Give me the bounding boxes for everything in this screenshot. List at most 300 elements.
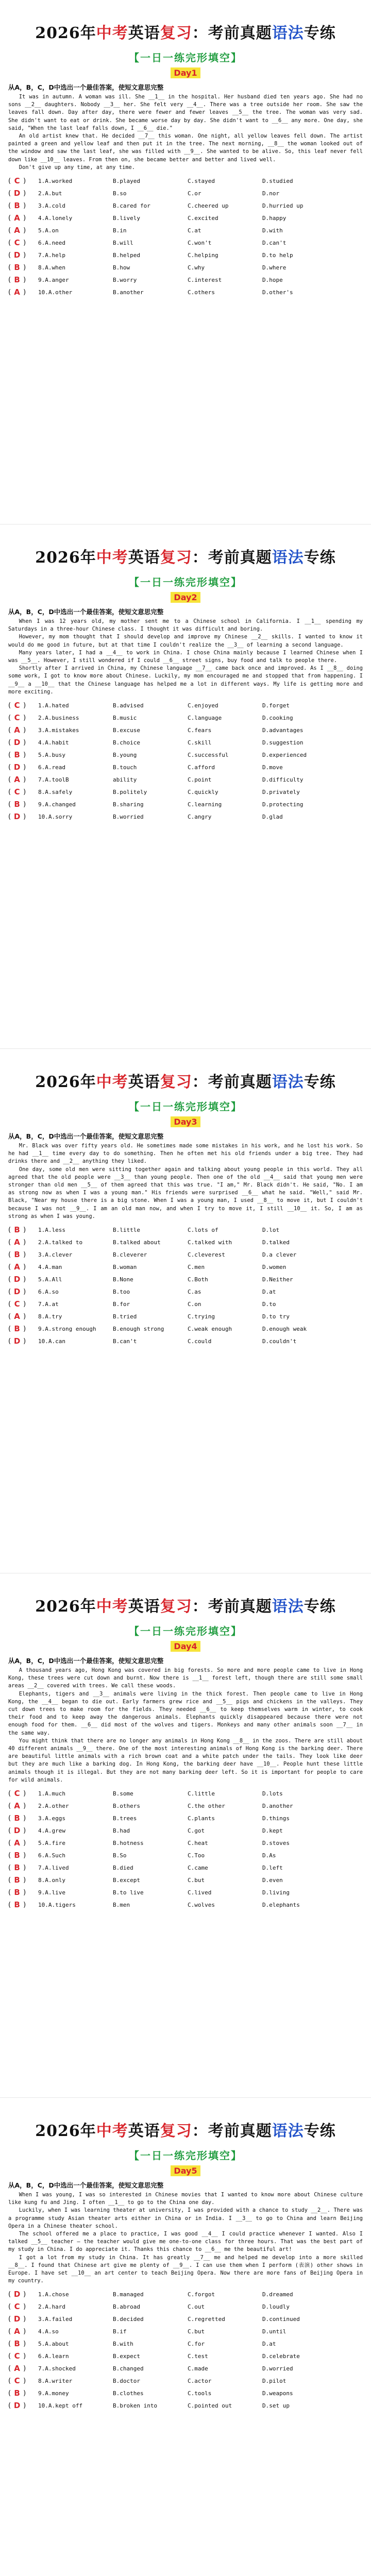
passage-paragraph: However, my mom thought that I should develop and improve my Chinese __2__ skills. I wanted to know it would do me good in future, but at that time I couldn't realize the __3__ of learning a second language.	[8, 634, 363, 648]
page-title	[8, 1597, 363, 1617]
instruction: 从A，B，C，D中选出一个最佳答案，使短文意思完整	[8, 1657, 164, 1665]
page-title	[8, 2122, 363, 2141]
passage-paragraph: Luckily, when I was learning theater at university, I was provided with a chance to study __2__. There was a programme study Asian theater arts either in China or in India. I __3__ to go to China and learn Beijing Opera in a Chinese theater school.	[8, 2207, 363, 2229]
answer-bracket: ( D )	[8, 1275, 26, 1284]
option-b: B.trees	[113, 1815, 137, 1822]
banner-text: 【一日一练完形填空】	[129, 576, 242, 588]
option-c: C.plants	[188, 1815, 215, 1822]
question-number: 8.A.	[38, 788, 52, 795]
option-a-text: busy	[52, 751, 65, 758]
option-a	[38, 1803, 113, 1809]
option-a	[38, 1289, 113, 1295]
answer-bracket: ( D )	[8, 2401, 26, 2411]
title-part: 2026年	[35, 2122, 96, 2140]
option-b: B.little	[113, 1226, 140, 1233]
option-c: C.lived	[188, 1889, 212, 1896]
answer-letter: D	[13, 189, 21, 198]
answer-letter: A	[14, 1262, 20, 1272]
question-number: 7.A.lived	[38, 1864, 69, 1871]
option-d: D.nor	[262, 190, 280, 197]
question-number: 2.A.	[38, 1239, 52, 1246]
option-c: C.at	[188, 227, 201, 234]
answer-bracket: ( B )	[8, 1900, 26, 1910]
answer-bracket: ( C )	[8, 1789, 26, 1799]
banner-text: 【一日一练完形填空】	[129, 1625, 242, 1637]
answer-bracket: ( C )	[8, 2376, 26, 2386]
answer-letter: D	[13, 812, 21, 822]
options-list	[8, 699, 363, 823]
option-c: C.but	[188, 1876, 205, 1884]
answer-bracket: ( D )	[8, 1826, 26, 1836]
options-list	[8, 175, 363, 298]
option-row	[8, 1787, 363, 1800]
option-d: D.privately	[262, 788, 300, 795]
option-c: C.heat	[188, 1839, 208, 1846]
option-row	[8, 761, 363, 773]
option-row	[8, 1323, 363, 1335]
passage-paragraph: When I was young, I was so interested in Chinese movies that I wanted to know more about Chinese culture like kung fu and Jing. I often __1__ to go to the China one day.	[8, 2192, 363, 2206]
option-c: C.pointed out	[188, 2402, 232, 2409]
question-number: 3.A.eggs	[38, 1815, 65, 1822]
question-number: 2.A.other	[38, 1802, 69, 1809]
question-number: 9.A.	[38, 276, 52, 283]
answer-letter: B	[14, 1888, 20, 1897]
section-banner	[8, 2147, 363, 2162]
option-d: D.women	[262, 1263, 286, 1270]
title-part: 中考	[96, 1073, 128, 1091]
answer-letter: A	[14, 725, 20, 735]
day-section	[0, 2098, 371, 2576]
option-a	[38, 1877, 113, 1884]
answer-bracket: ( C )	[8, 701, 26, 710]
option-row	[8, 1298, 363, 1310]
answer-letter: D	[13, 2314, 21, 2324]
passage-paragraph: It was in autumn. A woman was ill. She __1__ in the hospital. Her husband died ten years ago. She had no sons __2__ daughters. Nobody __3__ her. She felt very __4__. There was a tree outside her room. She saw the leaves fall down. Day after day, there were fewer and fewer leaves __5__ the tree. The woman was very sad. She didn't want to eat or drink. She became worse day by day. She didn't want to __6__ any more. One day, she said, "When the last leaf falls down, I __6__ die."	[8, 94, 363, 131]
title-part: 中考	[96, 2122, 128, 2140]
answer-letter: B	[14, 1324, 20, 1334]
option-row	[8, 2313, 363, 2325]
option-c: C.talked with	[188, 1239, 232, 1246]
option-b: B.to live	[113, 1889, 144, 1896]
option-a-text: on	[52, 227, 59, 234]
option-a-text: try	[52, 1313, 62, 1320]
answer-bracket: ( A )	[8, 287, 26, 297]
option-row	[8, 274, 363, 286]
option-c: C.point	[188, 776, 212, 783]
answer-bracket: ( A )	[8, 226, 26, 235]
answer-bracket: ( A )	[8, 213, 26, 223]
option-row	[8, 810, 363, 823]
option-d: D.at	[262, 2340, 276, 2347]
answer-bracket: ( D )	[8, 2290, 26, 2299]
title-part: 语法	[272, 549, 304, 567]
answer-bracket: ( D )	[8, 189, 26, 198]
question-number: 10.A.tigers	[38, 1901, 76, 1908]
option-row	[8, 1874, 363, 1886]
question-number: 9.A.	[38, 1325, 52, 1332]
option-row	[8, 1886, 363, 1899]
day-label-text: Day1	[171, 67, 200, 78]
option-b: B.clothes	[113, 2389, 144, 2397]
answer-bracket: ( D )	[8, 1287, 26, 1297]
option-c: C.lots of	[188, 1226, 218, 1233]
option-b: B.too	[113, 1288, 130, 1295]
option-a	[38, 2378, 113, 2384]
option-b: B.hotness	[113, 1839, 144, 1846]
option-b: B.expect	[113, 2352, 140, 2360]
option-b: B.for	[113, 1300, 130, 1308]
option-c: C.fears	[188, 726, 212, 734]
option-d: D.hope	[262, 276, 283, 283]
option-a	[38, 202, 113, 209]
option-a	[38, 789, 113, 795]
title-part: 复习	[160, 24, 192, 42]
title-part: ：考前真题	[192, 2122, 272, 2140]
answer-letter: C	[14, 238, 20, 248]
option-d: D.protecting	[262, 801, 303, 808]
answer-letter: D	[13, 762, 21, 772]
option-d: D.to	[262, 1300, 276, 1308]
question-number: 2.A.	[38, 190, 52, 197]
option-b: B.managed	[113, 2291, 144, 2298]
option-b: B.woman	[113, 1263, 137, 1270]
option-d: D.weapons	[262, 2389, 293, 2397]
option-d: D.elephants	[262, 1901, 300, 1908]
title-part: 英语	[128, 549, 160, 567]
passage-paragraph: One day, some old men were sitting together again and talking about young people in this world. They all agreed that the old people were __3__ than young people. Then one of the old __4__ said that young men were stronger than old men __5__ of them agreed that this was true. "I am," Mr. Black didn't. He said, "No. I am as strong now as when I was a young man." His friends were surprised __6__ what he said. "Well," said Mr. Black, "Near my house there is a big stone. When I was a young man, I used __8__ to move it, but I couldn't because I was not __9__. I am an old man now, and when I try to move it, I still __10__ it. So, I am as strong as when I was young.	[8, 1166, 363, 1219]
banner-text: 【一日一练完形填空】	[129, 2149, 242, 2162]
option-row	[8, 1837, 363, 1849]
option-d: D.Neither	[262, 1276, 293, 1283]
option-b: ability	[113, 776, 137, 783]
title-part: 英语	[128, 24, 160, 42]
option-row	[8, 249, 363, 261]
option-a	[38, 240, 113, 246]
option-b: B.others	[113, 1802, 140, 1809]
answer-letter: B	[14, 800, 20, 809]
answer-letter: D	[13, 2290, 21, 2299]
option-row	[8, 1861, 363, 1874]
option-b: B.None	[113, 1276, 133, 1283]
option-a-text: clever	[52, 1251, 73, 1258]
option-c: C.cheered up	[188, 202, 229, 209]
day-label	[8, 2165, 363, 2176]
question-number: 8.A.	[38, 264, 52, 271]
option-b: B.cleverer	[113, 1251, 147, 1258]
question-number: 7.A.	[38, 1300, 52, 1308]
question-number: 8.A.writer	[38, 2377, 73, 2384]
option-d: D.glad	[262, 813, 283, 820]
option-a	[38, 1227, 113, 1233]
question-number: 1.A.	[38, 1790, 52, 1797]
answer-letter: B	[14, 263, 20, 273]
answer-letter: B	[14, 1814, 20, 1823]
option-d: D.lots	[262, 1790, 283, 1797]
answer-letter: D	[13, 1287, 21, 1297]
question-number: 6.A.Such	[38, 1852, 65, 1859]
option-row	[8, 2350, 363, 2362]
option-a-text: habit	[52, 739, 69, 746]
option-c: C.forgot	[188, 2291, 215, 2298]
option-a-text: can	[55, 1337, 65, 1345]
question-number: 10.A.	[38, 289, 56, 296]
answer-letter: B	[14, 1875, 20, 1885]
title-part: 专练	[303, 24, 336, 42]
answer-letter: C	[14, 1789, 20, 1799]
question-number: 2.A.	[38, 714, 52, 721]
answer-letter: A	[14, 2327, 20, 2336]
option-a	[38, 264, 113, 271]
option-row	[8, 1248, 363, 1261]
option-row	[8, 2362, 363, 2375]
option-a	[38, 752, 113, 758]
option-a-text: hated	[52, 702, 69, 709]
option-a	[38, 727, 113, 734]
passage-paragraph: I got a lot from my study in China. It has greatly __7__ me and helped me develop into a more skilled __8__. I found that Chinese art give me plenty of __9__. I can use them when I perform (表演) other shows in Europe. I have set __10__ an art center to teach Beijing Opera. Now there are more fans of Beijing Opera in my country.	[8, 2254, 363, 2284]
option-row	[8, 1812, 363, 1824]
option-b: B.except	[113, 1876, 140, 1884]
answer-bracket: ( D )	[8, 812, 26, 822]
title-part: 中考	[96, 24, 128, 42]
option-a-text: so	[52, 1288, 59, 1295]
option-a	[38, 1827, 113, 1834]
answer-bracket: ( D )	[8, 1336, 26, 1346]
option-row	[8, 1310, 363, 1323]
answer-bracket: ( C )	[8, 2351, 26, 2361]
answer-letter: A	[14, 775, 20, 785]
option-a	[38, 277, 113, 283]
option-a	[38, 1313, 113, 1320]
option-row	[8, 1261, 363, 1273]
option-row	[8, 699, 363, 711]
answer-bracket: ( A )	[8, 1312, 26, 1321]
page-title	[8, 548, 363, 568]
answer-letter: A	[14, 1238, 20, 1247]
option-a	[38, 1815, 113, 1822]
title-part: 复习	[160, 1073, 192, 1091]
option-b: B.touch	[113, 764, 137, 771]
passage-paragraph: Shortly after I arrived in China, my Chinese language __7__ came back once and improved. As I __8__ doing some work, I got to know more about Chinese. Luckily, my mom encouraged me and stopped that from happening. I __9__ a __10__ that the Chinese language has helped me a lot in different ways. My life is getting more and more exciting.	[8, 665, 363, 695]
question-number: 6.A.	[38, 239, 52, 246]
question-number: 4.A.grew	[38, 1827, 65, 1834]
option-a	[38, 1790, 113, 1797]
option-c: C.regretted	[188, 2315, 225, 2323]
option-a-text: less	[52, 1226, 65, 1233]
answer-letter: B	[14, 1863, 20, 1873]
instruction: 从A，B，C，D中选出一个最佳答案，使短文意思完整	[8, 1132, 164, 1140]
option-c: C.out	[188, 2303, 205, 2310]
option-a	[38, 1865, 113, 1871]
option-b: B.excuse	[113, 726, 140, 734]
option-row	[8, 187, 363, 199]
answer-bracket: ( D )	[8, 2314, 26, 2324]
answer-letter: D	[13, 2401, 21, 2411]
answer-bracket: ( A )	[8, 1838, 26, 1848]
option-a	[38, 252, 113, 259]
title-part: ：考前真题	[192, 549, 272, 567]
option-d: D.celebrate	[262, 2352, 300, 2360]
option-c: C.others	[188, 289, 215, 296]
option-a	[38, 215, 113, 222]
option-d: D.with	[262, 227, 283, 234]
answer-bracket: ( B )	[8, 2339, 26, 2349]
option-d: D.continued	[262, 2315, 300, 2323]
title-part: 语法	[272, 1598, 304, 1616]
passage-paragraph: When I was 12 years old, my mother sent me to a Chinese school in California. I __1__ spending my Saturdays in a three-hour Chinese class. I thought it was difficult and boring.	[8, 618, 363, 633]
title-part: 2026年	[35, 24, 96, 42]
option-a-text: at	[52, 1300, 59, 1308]
option-row	[8, 1273, 363, 1285]
passage	[8, 618, 363, 696]
title-part: 复习	[160, 2122, 192, 2140]
option-a	[38, 2303, 113, 2310]
option-a-text: need	[52, 239, 65, 246]
option-a-text: when	[52, 264, 65, 271]
passage	[8, 1142, 363, 1221]
passage-paragraph: Many years later, I had a __4__ to work in China. I chose China mainly because I learned Chinese when I was __5__. However, I still wondered if I could __6__ street signs, buy food and talk to people there.	[8, 649, 363, 664]
option-a-text: safely	[52, 788, 73, 795]
answer-letter: C	[14, 176, 20, 186]
option-a	[38, 178, 113, 184]
option-d: D.a clever	[262, 1251, 297, 1258]
option-d: D.As	[262, 1852, 276, 1859]
option-b: B.decided	[113, 2315, 144, 2323]
answer-bracket: ( D )	[8, 738, 26, 748]
option-c: C.came	[188, 1864, 208, 1871]
option-d: D.forget	[262, 702, 290, 709]
option-b: B.lively	[113, 214, 140, 222]
option-c: C.little	[188, 1790, 215, 1797]
option-row	[8, 2399, 363, 2412]
page-title	[8, 1073, 363, 1092]
question-number: 1.A.	[38, 177, 52, 184]
question-number: 5.A.about	[38, 2340, 69, 2347]
option-d: D.set up	[262, 2402, 290, 2409]
option-c: C.learning	[188, 801, 222, 808]
option-row	[8, 2375, 363, 2387]
title-part: 专练	[303, 549, 336, 567]
option-a-text: sorry	[55, 813, 73, 820]
option-d: D.hurried up	[262, 202, 303, 209]
title-part: 中考	[96, 1598, 128, 1616]
option-c: C.why	[188, 264, 205, 271]
title-part: 英语	[128, 1073, 160, 1091]
option-row	[8, 1335, 363, 1347]
answer-bracket: ( B )	[8, 800, 26, 809]
option-d: D.cooking	[262, 714, 293, 721]
title-part: 语法	[272, 24, 304, 42]
question-number: 5.A.	[38, 751, 52, 758]
option-d: D.another	[262, 1802, 293, 1809]
option-row	[8, 1899, 363, 1911]
option-a	[38, 2353, 113, 2360]
option-c: C.afford	[188, 764, 215, 771]
answer-bracket: ( B )	[8, 1863, 26, 1873]
title-part: 复习	[160, 1598, 192, 1616]
option-c: C.trying	[188, 1313, 215, 1320]
option-row	[8, 1224, 363, 1236]
option-a	[38, 1239, 113, 1246]
option-d: D.left	[262, 1864, 283, 1871]
option-d: D.experienced	[262, 751, 307, 758]
option-b: B.sharing	[113, 801, 144, 808]
option-a	[38, 227, 113, 234]
answer-letter: A	[14, 1312, 20, 1321]
answer-letter: C	[14, 2302, 20, 2312]
question-number: 8.A.	[38, 1313, 52, 1320]
option-a	[38, 776, 113, 783]
question-number: 8.A.only	[38, 1876, 65, 1884]
answer-bracket: ( B )	[8, 1814, 26, 1823]
title-part: 英语	[128, 2122, 160, 2140]
option-d: D.loudly	[262, 2303, 290, 2310]
passage-paragraph: You might think that there are no longer any animals in Hong Kong __8__ in the zoos. There are still about 40 different animals __9__ there. One of the most interesting animals of Hong Kong is the barking deer. There are beautiful little animals with a rich brown coat and a white patch under the tails. They look like deer but they are much like a barking dog. In Hong Kong, the barking deer have __10__. People hunt these little animals though it is illegal. But they are not many barking deer left. So it is important for people to care for wild animals.	[8, 1737, 363, 1783]
option-d: D.advantages	[262, 726, 303, 734]
title-part: 语法	[272, 1073, 304, 1091]
option-c: C.weak enough	[188, 1325, 232, 1332]
instruction: 从A，B，C，D中选出一个最佳答案，使短文意思完整	[8, 83, 164, 91]
option-a-text: help	[52, 251, 65, 259]
option-d: D.living	[262, 1889, 290, 1896]
option-d: D.move	[262, 764, 283, 771]
option-a	[38, 764, 113, 771]
option-row	[8, 212, 363, 224]
title-part: 英语	[128, 1598, 160, 1616]
day-section	[0, 1049, 371, 1573]
title-part: 2026年	[35, 549, 96, 567]
answer-bracket: ( B )	[8, 750, 26, 760]
option-a	[38, 2390, 113, 2397]
day-label	[8, 592, 363, 603]
option-a-text: cold	[52, 202, 65, 209]
option-c: C.test	[188, 2352, 208, 2360]
banner-text: 【一日一练完形填空】	[129, 1100, 242, 1113]
option-d: D.at	[262, 1288, 276, 1295]
option-c: C.skill	[188, 739, 212, 746]
option-row	[8, 175, 363, 187]
answer-bracket: ( A )	[8, 725, 26, 735]
answer-bracket: ( B )	[8, 1851, 26, 1860]
title-part: 复习	[160, 549, 192, 567]
day-label-text: Day4	[171, 1641, 200, 1652]
passage	[8, 1667, 363, 1784]
option-d: D.dreamed	[262, 2291, 293, 2298]
answer-letter: A	[14, 1838, 20, 1848]
answer-letter: A	[14, 1801, 20, 1811]
passage-paragraph: The school offered me a place to practice, I was good __4__ I could practice whenever I wanted. Also I talked __5__ teacher — the teacher would give me one-to-one class for three hours. That was the best part of my study in China. I do appreciate it. Thanks this chance to __6__ me the beautiful art!	[8, 2231, 363, 2253]
option-a	[38, 1338, 113, 1345]
answer-bracket: ( B )	[8, 1324, 26, 1334]
answer-letter: B	[14, 201, 20, 211]
answer-bracket: ( B )	[8, 2388, 26, 2398]
option-d: D.kept	[262, 1827, 283, 1834]
option-b: B.music	[113, 714, 137, 721]
question-number: 9.A.money	[38, 2389, 69, 2397]
option-a	[38, 1251, 113, 1258]
option-d: D.lot	[262, 1226, 280, 1233]
answer-bracket: ( A )	[8, 1801, 26, 1811]
option-row	[8, 711, 363, 724]
question-number: 10.A.	[38, 813, 56, 820]
option-b: B.tried	[113, 1313, 137, 1320]
option-row	[8, 224, 363, 236]
answer-letter: A	[14, 213, 20, 223]
option-c: C.the other	[188, 1802, 225, 1809]
option-a	[38, 1301, 113, 1308]
option-row	[8, 261, 363, 274]
section-banner	[8, 574, 363, 589]
day-label	[8, 67, 363, 78]
